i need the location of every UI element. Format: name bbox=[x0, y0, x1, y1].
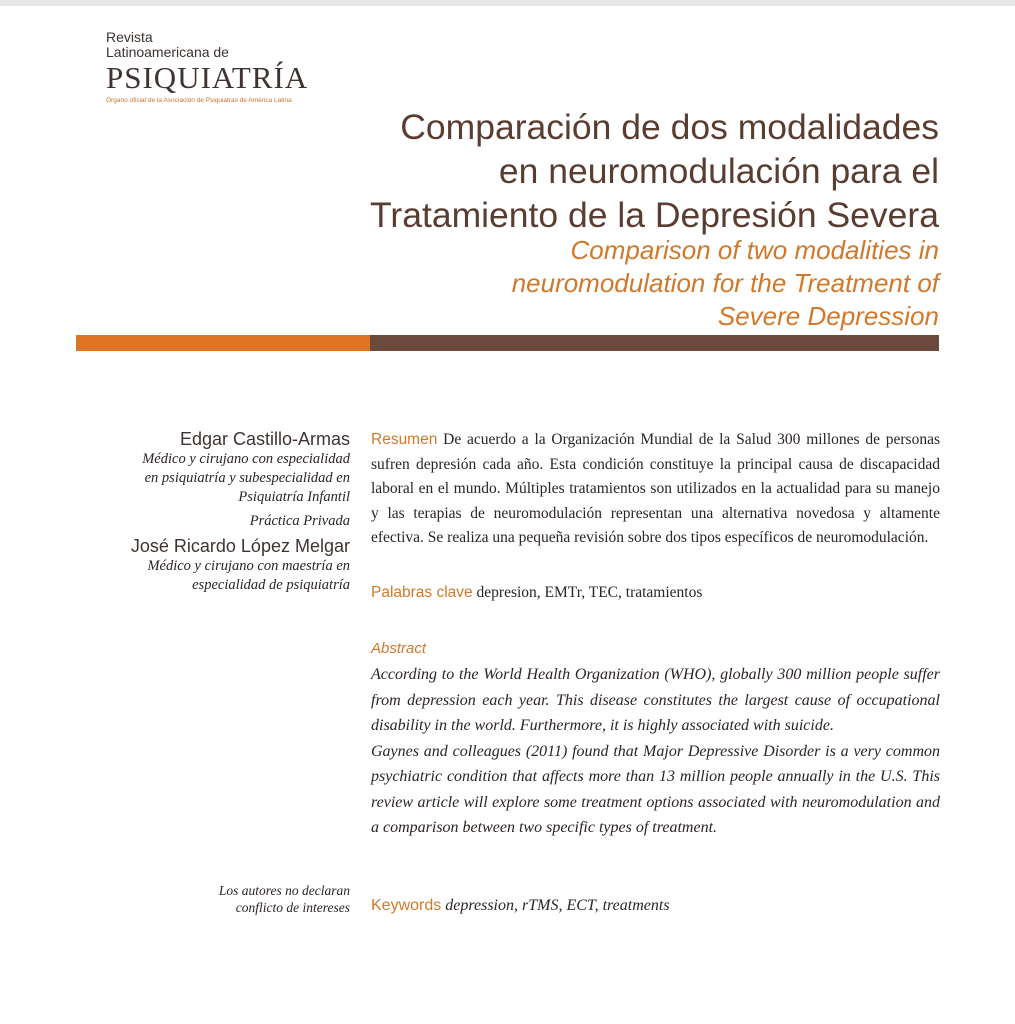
logo-subtitle: Órgano oficial de la Asociación de Psiquiatras de América Latina bbox=[106, 97, 292, 104]
keywords-text: depression, rTMS, ECT, treatments bbox=[445, 897, 670, 914]
conflict-line: conflicto de intereses bbox=[235, 900, 350, 915]
abstract-paragraph: According to the World Health Organization (WHO), globally 300 million people suffer from depression each year. This disease constitutes the largest cause of occupational disability in the world. Furthermore, it is highly associated with suicide. bbox=[371, 666, 940, 734]
resumen-label: Resumen bbox=[371, 431, 438, 448]
top-border bbox=[0, 0, 1015, 6]
title-spanish bbox=[319, 105, 939, 237]
author-name: Edgar Castillo-Armas bbox=[179, 429, 350, 449]
abstract-paragraph: Gaynes and colleagues (2011) found that Major Depressive Disorder is a very common psychiatric condition that affects more than 13 million people annually in the U.S. This review article will explore some treatment options associated with neuromodulation and a comparison between two specific types of treatment. bbox=[371, 742, 940, 836]
author-description: en psiquiatría y subespecialidad en bbox=[144, 470, 350, 486]
title-en-line: Severe Depression bbox=[717, 301, 939, 331]
abstract-heading: Abstract bbox=[371, 640, 427, 657]
author-affiliation: Práctica Privada bbox=[249, 513, 350, 529]
title-english bbox=[319, 234, 939, 333]
author-description: Médico y cirujano con maestría en bbox=[147, 558, 350, 574]
divider-bar-brown bbox=[370, 335, 939, 351]
author-description: Psiquiatría Infantil bbox=[238, 489, 350, 505]
author-description: especialidad de psiquiatría bbox=[192, 577, 350, 593]
title-en-line: Comparison of two modalities in bbox=[570, 235, 939, 265]
title-es-line: Tratamiento de la Depresión Severa bbox=[370, 195, 939, 235]
author-name: José Ricardo López Melgar bbox=[130, 536, 350, 556]
author-description: Médico y cirujano con especialidad bbox=[142, 451, 350, 467]
title-es-line: en neuromodulación para el bbox=[498, 151, 939, 191]
conflict-of-interest-note bbox=[60, 882, 350, 916]
logo-psiquiatria: PSIQUIATRÍA bbox=[106, 60, 309, 95]
keywords bbox=[371, 894, 940, 918]
divider-bar-orange bbox=[76, 335, 370, 351]
authors-column bbox=[60, 428, 350, 595]
conflict-line: Los autores no declaran bbox=[218, 883, 350, 898]
abstract-body bbox=[371, 662, 940, 841]
palabras-clave-label: Palabras clave bbox=[371, 584, 473, 601]
keywords-label: Keywords bbox=[371, 897, 442, 914]
title-en-line: neuromodulation for the Treatment of bbox=[511, 268, 939, 298]
resumen-paragraph bbox=[371, 428, 940, 551]
resumen-text: De acuerdo a la Organización Mundial de la Salud 300 millones de personas sufren depresión cada año. Esta condición constituye la principal causa de discapacidad laboral en el mundo. Múltiples tratamientos son utilizados en la actualidad para su manejo y las terapias de neuromodulación representan una alternativa novedosa y altamente efectiva. Se realiza una pequeña revisión sobre dos tipos específicos de neuromodulación. bbox=[371, 431, 941, 546]
palabras-clave bbox=[371, 581, 940, 605]
logo-line-revista: Revista bbox=[106, 29, 153, 45]
journal-logo bbox=[106, 30, 346, 104]
palabras-clave-text: depresion, EMTr, TEC, tratamientos bbox=[476, 584, 703, 601]
title-es-line: Comparación de dos modalidades bbox=[400, 107, 939, 147]
logo-line-latinoamericana: Latinoamericana de bbox=[106, 44, 229, 60]
